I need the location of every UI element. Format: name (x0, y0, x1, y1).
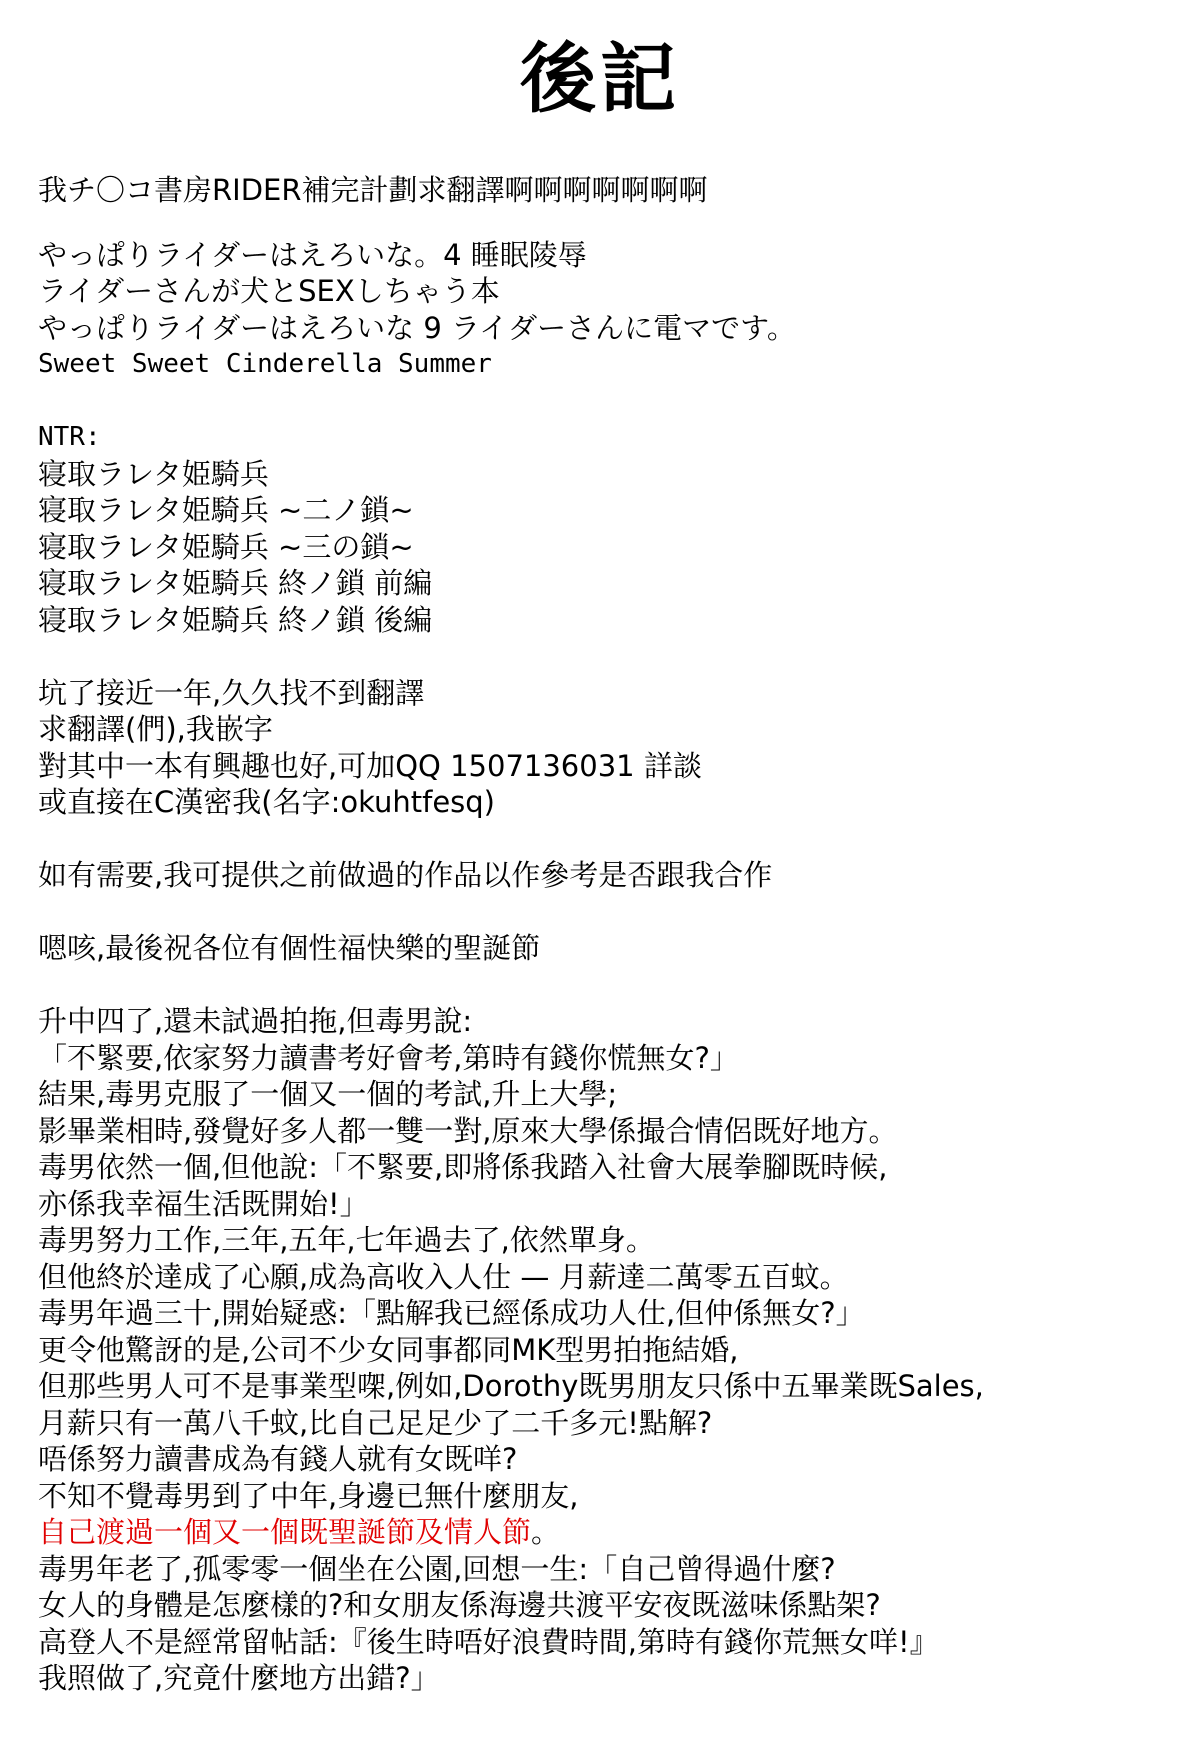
spacer (38, 821, 1168, 858)
story-section (38, 1003, 1168, 1697)
story-line: 更令他驚訝的是,公司不少女同事都同MK型男拍拖結婚, (38, 1332, 739, 1367)
request-line: 對其中一本有興趣也好,可加QQ 1507136031 詳談 (38, 748, 702, 783)
ntr-item: 寝取ラレタ姫騎兵 (38, 456, 269, 491)
story-line: 影畢業相時,發覺好多人都一雙一對,原來大學係撮合情侶既好地方。 (38, 1113, 898, 1148)
story-line: 升中四了,還未試過拍拖,但毒男說: (38, 1004, 473, 1038)
story-line: 但那些男人可不是事業型㗎,例如,Dorothy既男朋友只係中五畢業既Sales, (38, 1369, 984, 1403)
rider-list (38, 237, 1168, 383)
rider-item: Sweet Sweet Cinderella Summer (38, 349, 492, 379)
spacer (38, 967, 1168, 1004)
story-line: 亦係我幸福生活既開始!」 (38, 1186, 369, 1221)
offer-line: 如有需要,我可提供之前做過的作品以作參考是否跟我合作 (38, 858, 773, 892)
story-line: 毒男依然一個,但他說:「不緊要,即將係我踏入社會大展拳腳既時候, (38, 1150, 888, 1184)
story-line: 月薪只有一萬八千蚊,比自己足足少了二千多元!點解? (38, 1405, 713, 1440)
story-line: 結果,毒男克服了一個又一個的考試,升上大學; (38, 1077, 618, 1111)
afterword-body (38, 172, 1168, 1697)
ntr-item: 寝取ラレタ姫騎兵 ~二ノ鎖~ (38, 493, 414, 527)
story-line: 毒男年過三十,開始疑惑:「點解我已經係成功人仕,但仲係無女?」 (38, 1296, 865, 1330)
greeting-line: 嗯咳,最後祝各位有個性福快樂的聖誕節 (38, 931, 541, 965)
request-line: 坑了接近一年,久久找不到翻譯 (38, 675, 425, 710)
rider-item: やっぱりライダーはえろいな。4 睡眠陵辱 (38, 237, 587, 272)
request-line: 求翻譯(們),我嵌字 (38, 712, 273, 746)
story-line: 不知不覺毒男到了中年,身邊已無什麼朋友, (38, 1478, 579, 1513)
ntr-section (38, 419, 1168, 638)
story-line: 但他終於達成了心願,成為高收入人仕 — 月薪達二萬零五百蚊。 (38, 1259, 849, 1294)
ntr-item: 寝取ラレタ姫騎兵 ~三の鎖~ (38, 529, 414, 564)
spacer (38, 894, 1168, 931)
intro-line: 我チ〇コ書房RIDER補完計劃求翻譯啊啊啊啊啊啊啊 (38, 173, 708, 207)
request-section (38, 675, 1168, 821)
highlight-tail: 。 (531, 1515, 561, 1549)
story-line: 毒男努力工作,三年,五年,七年過去了,依然單身。 (38, 1223, 655, 1257)
page-title: 後記 (520, 34, 680, 123)
spacer (38, 209, 1168, 237)
ntr-heading: NTR: (38, 422, 101, 452)
rider-item: ライダーさんが犬とSEXしちゃう本 (38, 274, 500, 308)
request-line: 或直接在C漢密我(名字:okuhtfesq) (38, 785, 495, 819)
story-line: 唔係努力讀書成為有錢人就有女既咩? (38, 1442, 518, 1476)
story-line: 毒男年老了,孤零零一個坐在公園,回想一生:「自己曾得過什麼? (38, 1551, 836, 1586)
ntr-item: 寝取ラレタ姫騎兵 終ノ鎖 前編 (38, 566, 433, 600)
spacer (38, 383, 1168, 420)
story-line: 女人的身體是怎麼樣的?和女朋友係海邊共渡平安夜既滋味係點架? (38, 1588, 881, 1622)
spacer (38, 638, 1168, 675)
rider-item: やっぱりライダーはえろいな 9 ライダーさんに電マです。 (38, 310, 796, 345)
highlighted-text: 自己渡過一個又一個既聖誕節及情人節 (38, 1515, 532, 1549)
story-line: 我照做了,究竟什麼地方出錯?」 (38, 1661, 440, 1695)
story-line: 「不緊要,依家努力讀書考好會考,第時有錢你慌無女?」 (38, 1040, 739, 1075)
story-line: 高登人不是經常留帖話:『後生時唔好浪費時間,第時有錢你荒無女咩!』 (38, 1624, 939, 1659)
story-line-highlight (38, 1514, 1168, 1551)
ntr-item: 寝取ラレタ姫騎兵 終ノ鎖 後編 (38, 602, 433, 637)
